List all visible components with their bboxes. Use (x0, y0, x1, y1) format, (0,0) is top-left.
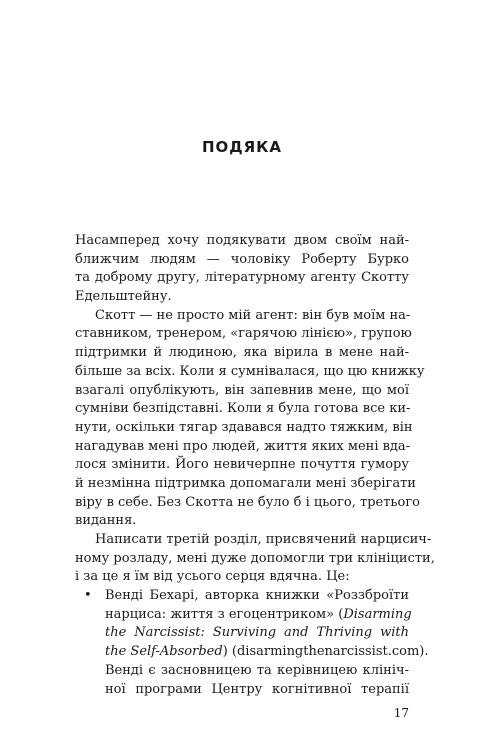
italic-text: the Self-Absorbed (105, 644, 223, 660)
italic-text: the Narcissist: Surviving and Thriving with (105, 625, 409, 641)
text-line: Едельштейну. (75, 289, 172, 305)
text-line (75, 643, 429, 662)
text-segment: нарциса: життя з егоцентриком» ( (105, 606, 344, 622)
page-title: ПОДЯКА (201, 138, 283, 156)
text-line: лося змінити. Його невичерпне почуття гумору (75, 457, 409, 473)
text-line: ставником, тренером, «гарячою лінією», групою (75, 326, 412, 342)
text-line (75, 624, 409, 643)
text-line: Насамперед хочу подякувати двом своїм най- (75, 233, 409, 248)
text-line: Скотт — не просто мій агент: він був моїм на- (95, 307, 411, 323)
text-line: підтримки й людиною, яка вірила в мене най- (75, 345, 409, 361)
text-line: Написати третій розділ, присвячений нарцисич- (95, 532, 432, 547)
italic-text: Disarming (343, 606, 412, 622)
text-line: видання. (75, 513, 137, 529)
text-line: нагадував мені про людей, життя яких мені вда- (75, 438, 411, 454)
text-line: ної програми Центру когнітивної терапії (105, 681, 409, 697)
bullet-item (75, 587, 429, 699)
text-line: і за це я їм від усього серця вдячна. Це: (75, 569, 350, 585)
body-text (75, 232, 435, 699)
text-line: ближчим людям — чоловіку Роберту Бурко (75, 251, 409, 267)
text-segment: ) (disarmingthenarcissist.com). (222, 644, 429, 660)
text-line: віру в себе. Без Скотта не було б і цього, третього (75, 494, 420, 510)
text-line: Венді Бехарі, авторка книжки «Роззброїти (105, 588, 409, 604)
text-line: сумніви безпідставні. Коли я була готова все ки- (75, 401, 411, 417)
page-number: 17 (393, 706, 409, 720)
text-line: взагалі опублікують, він запевнив мене, що мої (75, 382, 409, 398)
text-line: більше за всіх. Коли я сумнівалася, що цю книжку (75, 363, 425, 379)
text-line: й незмінна підтримка допомагали мені зберігати (75, 475, 416, 491)
text-line: Венді є засновницею та керівницею клініч- (105, 662, 409, 678)
text-line: та доброму другу, літературному агенту Скотту (75, 270, 409, 286)
text-line: нути, оскільки тягар здавався надто тяжким, він (75, 419, 413, 435)
bullet-marker: • (84, 588, 92, 604)
text-line (75, 606, 412, 625)
text-line: ному розладу, мені дуже допомогли три клініцисти, (75, 550, 435, 566)
